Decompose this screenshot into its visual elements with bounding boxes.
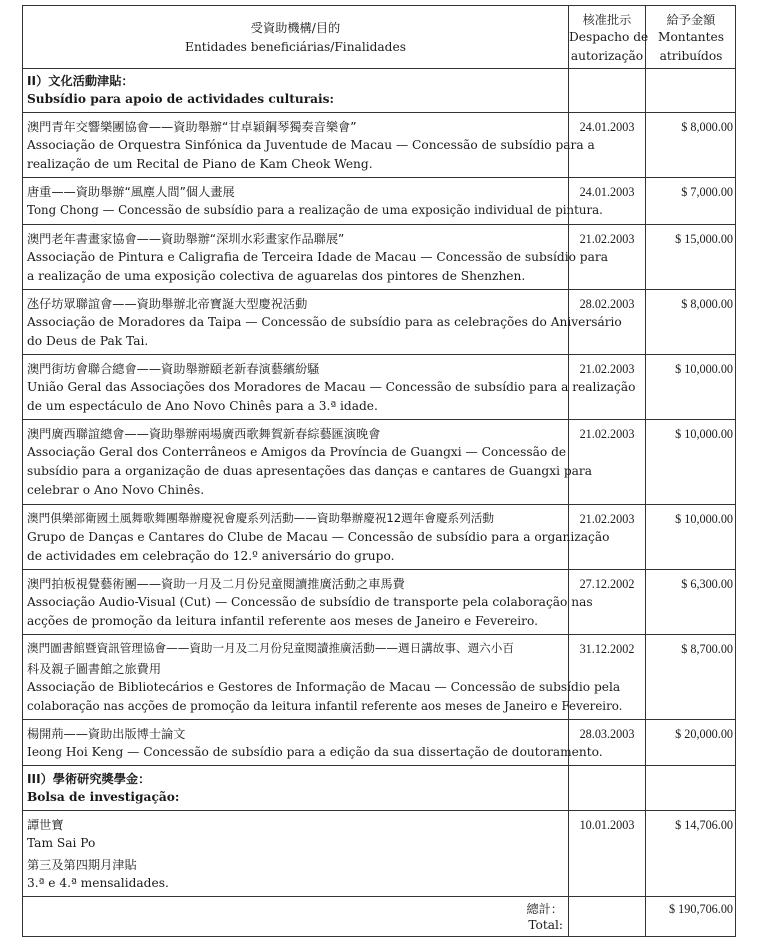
row-desc-pt: celebrar o Ano Novo Chinês.	[27, 483, 205, 497]
row-desc-pt: acções de promoção da leitura infantil referente aos meses de Janeiro e Fevereiro.	[27, 614, 538, 628]
row-desc-pt: do Deus de Pak Tai.	[27, 334, 149, 348]
row-amount: $ 6,300.00	[681, 577, 733, 591]
header-despacho-zh: 核准批示	[582, 13, 632, 27]
row-date: 21.02.2003	[579, 512, 635, 526]
row-amount: $ 14,706.00	[675, 818, 733, 832]
row-date: 27.12.2002	[579, 577, 635, 591]
row-desc-pt: Associação de Pintura e Caligrafia de Terceira Idade de Macau — Concessão de subsídio para	[27, 250, 608, 264]
total-label-pt: Total:	[528, 918, 563, 932]
header-montantes-pt1: Montantes	[657, 30, 725, 44]
row-amount: $ 10,000.00	[675, 512, 733, 526]
header-despacho-pt1: Despacho de	[569, 30, 649, 44]
row-title-zh-cont: 科及親子圖書館之旅費用	[27, 662, 162, 676]
grant-recipient-pt: Tam Sai Po	[27, 836, 96, 850]
row-date: 31.12.2002	[579, 642, 635, 656]
row-title-zh: 唐重——資助舉辦“風塵人間”個人畫展	[27, 185, 235, 199]
row-desc-pt: realização de um Recital de Piano de Kam Cheok Weng.	[27, 157, 373, 171]
row-amount: $ 15,000.00	[675, 232, 733, 246]
row-desc-pt: Tong Chong — Concessão de subsídio para a realização de uma exposição individual de pintura.	[27, 203, 603, 217]
row-desc-pt: Associação de Moradores da Taipa — Concessão de subsídio para as celebrações do Aniversário	[27, 315, 622, 329]
row-desc-pt: colaboração nas acções de promoção da leitura infantil referente aos meses de Janeiro e Fevereiro.	[27, 699, 623, 713]
section-title-zh: III）學術研究獎學金：	[27, 772, 151, 786]
row-amount: $ 10,000.00	[675, 362, 733, 376]
row-title-zh: 氹仔坊眾聯誼會——資助舉辦北帝寶誕大型慶祝活動	[27, 297, 308, 311]
row-date: 21.02.2003	[579, 232, 635, 246]
header-despacho-pt2: autorização	[570, 49, 644, 63]
row-title-zh: 澳門廣西聯誼總會——資助舉辦兩場廣西歌舞賀新春綜藝匯演晚會	[27, 427, 381, 441]
row-date: 24.01.2003	[579, 185, 635, 199]
row-date: 21.02.2003	[579, 427, 635, 441]
row-date: 28.03.2003	[579, 727, 635, 741]
section-title-pt: Bolsa de investigação:	[27, 790, 180, 804]
row-desc-pt: União Geral das Associações dos Moradores de Macau — Concessão de subsídio para a realização	[27, 380, 636, 394]
row-date: 21.02.2003	[579, 362, 635, 376]
section-title-zh: II）文化活動津貼：	[27, 74, 134, 88]
row-title-zh: 澳門拍板視覺藝術團——資助一月及二月份兒童閱讀推廣活動之車馬費	[27, 577, 405, 591]
row-amount: $ 7,000.00	[681, 185, 733, 199]
row-desc-pt: de um espectáculo de Ano Novo Chinês para a 3.ª idade.	[27, 399, 378, 413]
row-amount: $ 8,000.00	[681, 297, 733, 311]
grant-purpose-pt: 3.ª e 4.ª mensalidades.	[27, 876, 169, 890]
row-amount: $ 10,000.00	[675, 427, 733, 441]
row-title-zh: 澳門老年書畫家協會——資助舉辦“深圳水彩畫家作品聯展”	[27, 232, 345, 246]
header-montantes-pt2: atribuídos	[659, 49, 723, 63]
row-title-zh: 澳門街坊會聯合總會——資助舉辦頤老新春演藝繽紛騷	[27, 362, 320, 376]
row-desc-pt: Associação Audio-Visual (Cut) — Concessão de subsídio de transporte pela colaboração nas	[27, 595, 593, 609]
row-title-zh: 澳門俱樂部衛國土風舞歌舞團舉辦慶祝會慶系列活動——資助舉辦慶祝12週年會慶系列活動	[27, 511, 494, 525]
total-label-zh: 總計：	[526, 902, 563, 916]
row-date: 28.02.2003	[579, 297, 635, 311]
row-desc-pt: Associação Geral dos Conterrâneos e Amigos da Província de Guangxi — Concessão de	[27, 445, 567, 459]
row-title-zh: 楊開荊——資助出版博士論文	[27, 727, 186, 741]
row-desc-pt: subsídio para a organização de duas apresentações das danças e cantares de Guangxi para	[27, 464, 593, 478]
grant-recipient-zh: 譚世寶	[27, 818, 64, 832]
subsidy-table	[22, 5, 736, 937]
row-desc-pt: a realização de uma exposição colectiva de aguarelas dos pintores de Shenzhen.	[27, 269, 526, 283]
row-desc-pt: Grupo de Danças e Cantares do Clube de Macau — Concessão de subsídio para a organização	[27, 530, 610, 544]
header-entities-pt: Entidades beneficiárias/Finalidades	[185, 40, 406, 54]
header-entities-zh: 受資助機構/目的	[250, 21, 341, 35]
total-amount: $ 190,706.00	[669, 902, 733, 916]
section-title-pt: Subsídio para apoio de actividades culturais:	[27, 92, 335, 106]
row-amount: $ 8,000.00	[681, 120, 733, 134]
column-divider	[645, 6, 646, 936]
row-desc-pt: de actividades em celebração do 12.º aniversário do grupo.	[27, 549, 395, 563]
header-montantes-zh: 給予金額	[666, 13, 716, 27]
row-date: 10.01.2003	[579, 818, 635, 832]
row-title-zh: 澳門圖書館暨資訊管理協會——資助一月及二月份兒童閱讀推廣活動——週日講故事、週六小百	[27, 641, 514, 655]
row-amount: $ 20,000.00	[675, 727, 733, 741]
row-amount: $ 8,700.00	[681, 642, 733, 656]
grant-purpose-zh: 第三及第四期月津貼	[27, 858, 137, 872]
row-date: 24.01.2003	[579, 120, 635, 134]
row-desc-pt: Associação de Orquestra Sinfónica da Juventude de Macau — Concessão de subsídio para a	[27, 138, 595, 152]
row-title-zh: 澳門青年交響樂團協會——資助舉辦“甘卓穎鋼琴獨奏音樂會”	[27, 120, 357, 134]
row-desc-pt: Ieong Hoi Keng — Concessão de subsídio para a edição da sua dissertação de doutoramento.	[27, 745, 603, 759]
row-desc-pt: Associação de Bibliotecários e Gestores de Informação de Macau — Concessão de subsídio pela	[27, 680, 621, 694]
